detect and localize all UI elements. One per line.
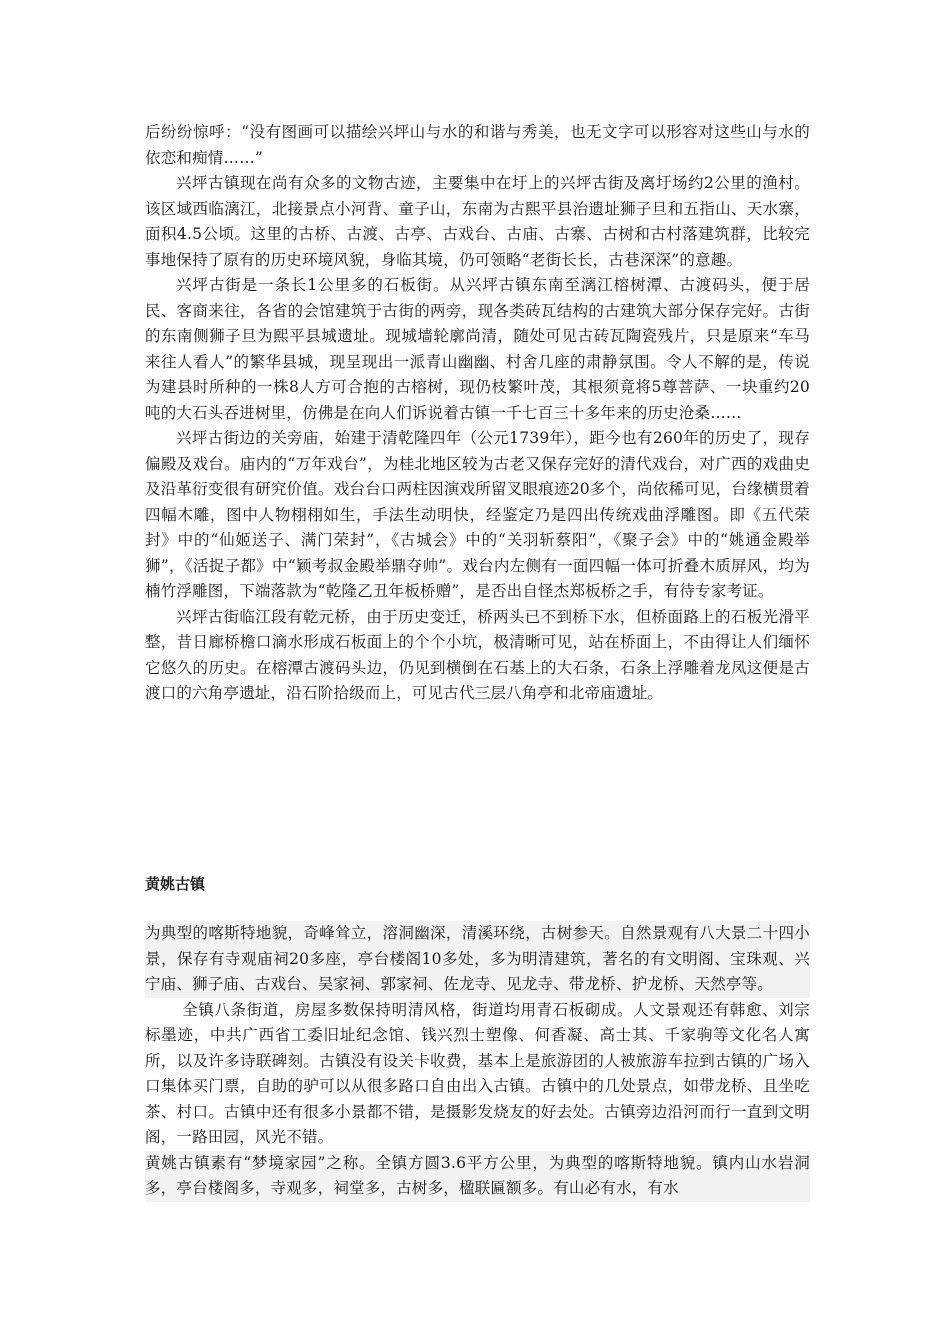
paragraph-5: 兴坪古街临江段有乾元桥，由于历史变迁，桥两头已不到桥下水，但桥面路上的石板光滑平整，昔日廊桥檐口滴水形成石板面上的个个小坑，极清晰可见，站在桥面上，不由得让人们缅怀它悠久的历史。在榕潭古渡码头边，仍见到横倒在石基上的大石条，石条上浮雕着龙凤这便是古渡口的六角亭遗址，沿石阶拾级而上，可见古代三层八角亭和北帝庙遗址。: [145, 607, 810, 702]
paragraph-2: 兴坪古镇现在尚有众多的文物古迹，主要集中在圩上的兴坪古街及离圩场约2公里的渔村。该区域西临漓江，北接景点小河背、童子山，东南为古熙平县治遗址狮子旦和五指山、天水寨，面积4.5公顷。这里的古桥、古渡、古亭、古戏台、古庙、古寨、古树和古村落建筑群，比较完事地保持了原有的历史环境风貌，身临其境，仍可领略“老街长长，古巷深深”的意趣。: [145, 174, 810, 269]
section-2: [145, 921, 810, 1202]
paragraph-1: 后纷纷惊呼：“没有图画可以描绘兴坪山与水的和谐与秀美，也无文字可以形容对这些山与水的依恋和痴情……”: [145, 123, 810, 167]
paragraph-4: 兴坪古街边的关旁庙，始建于清乾隆四年（公元1739年），距今也有260年的历史了，现存偏殿及戏台。庙内的“万年戏台”，为桂北地区较为古老又保存完好的清代戏台，对广西的戏曲史及沿革衍变很有研究价值。戏台台口两柱因演戏所留叉眼痕迹20多个，尚依稀可见，台缘横贯着四幅木雕，图中人物栩栩如生，手法生动明快，经鉴定乃是四出传统戏曲浮雕图。即《五代荣封》中的“仙姬送子、满门荣封”，《古城会》中的“关羽斩蔡阳”，《聚子会》中的“姚通金殿举狮”，《活捉子都》中“颖考叔金殿举鼎夺帅”。戏台内左侧有一面四幅一体可折叠木质屏风，均为楠竹浮雕图，下端落款为“乾隆乙丑年板桥赠”，是否出自怪杰郑板桥之手，有待专家考证。: [145, 429, 810, 600]
paragraph-7: 全镇八条街道，房屋多数保持明清风格，街道均用青石板砌成。人文景观还有韩愈、刘宗标墨迹，中共广西省工委旧址纪念馆、钱兴烈士塑像、何香凝、高士其、千家驹等文化名人寓所，以及许多诗联碑刻。古镇没有设关卡收费，基本上是旅游团的人被旅游车拉到古镇的广场入口集体买门票，自助的驴可以从很多路口自由出入古镇。古镇中的几处景点，如带龙桥、且坐吃茶、村口。古镇中还有很多小景都不错，是摄影发烧友的好去处。古镇旁边沿河而行一直到文明阁，一路田园，风光不错。: [145, 1000, 810, 1146]
section-title: 黄姚古镇: [145, 875, 206, 893]
section-1: [145, 120, 810, 707]
paragraph-3: 兴坪古街是一条长1公里多的石板街。从兴坪古镇东南至漓江榕树潭、古渡码头，便于居民、客商来往，各省的会馆建筑于古街的两旁，现各类砖瓦结构的古建筑大部分保存完好。古街的东南侧狮子旦为熙平县城遗址。现城墙轮廓尚清，随处可见古砖瓦陶瓷残片，只是原来“车马来往人看人”的繁华县城，现呈现出一派青山幽幽、村舍几座的肃静氛围。令人不解的是，传说为建县时所种的一株8人方可合抱的古榕树，现仍枝繁叶茂，其根须竟将5尊菩萨、一块重约20吨的大石头吞进树里，仿佛是在向人们诉说着古镇一千七百三十多年来的历史沧桑……: [145, 276, 810, 422]
paragraph-6: 为典型的喀斯特地貌，奇峰耸立，溶洞幽深，清溪环绕，古树参天。自然景观有八大景二十四小景，保存有寺观庙祠20多座，亭台楼阁10多处，多为明清建筑，著名的有文明阁、宝珠观、兴宁庙、狮子庙、古戏台、吴家祠、郭家祠、佐龙寺、见龙寺、带龙桥、护龙桥、天然亭等。: [145, 921, 810, 998]
paragraph-8: 黄姚古镇素有“梦境家园”之称。全镇方圆3.6平方公里，为典型的喀斯特地貌。镇内山水岩洞多，亭台楼阁多，寺观多，祠堂多，古树多，楹联匾额多。有山必有水，有水: [145, 1151, 810, 1202]
